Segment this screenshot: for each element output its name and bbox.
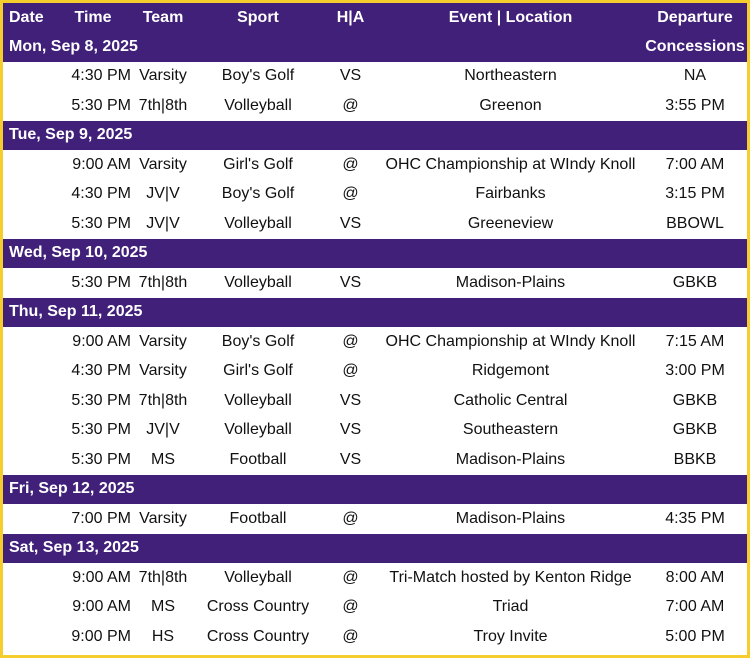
event-sport: Volleyball [224,96,292,114]
event-sport: Volleyball [224,273,292,291]
event-departure: 7:15 AM [665,332,725,350]
event-sport: Boy's Golf [221,332,295,350]
event-time: 4:30 PM [71,67,131,85]
event-date-cell [3,563,53,593]
event-home-away: @ [342,509,359,527]
event-home-away: @ [342,332,359,350]
event-time: 5:30 PM [71,450,131,468]
event-sport: Boy's Golf [221,185,295,203]
event-time: 9:00 PM [71,627,131,645]
event-sport: Football [229,509,287,527]
event-time: 9:00 AM [72,332,131,350]
event-departure: BBKB [673,450,717,468]
event-location: Catholic Central [453,391,568,409]
day-header-row [3,298,747,328]
event-row [3,62,747,92]
day-header-row [3,239,747,269]
event-location: Troy Invite [473,627,548,645]
day-header-row [3,32,747,62]
event-date-cell [3,62,53,92]
event-time: 4:30 PM [71,185,131,203]
day-concessions-label [643,475,747,505]
event-home-away: @ [342,362,359,380]
schedule-table [3,3,747,652]
event-departure: NA [683,67,707,85]
event-home-away: @ [342,598,359,616]
event-team: Varsity [139,155,187,173]
event-sport: Football [229,450,287,468]
event-departure: GBKB [672,421,718,439]
day-concessions-label: Concessions [643,32,747,62]
event-row [3,622,747,652]
event-row [3,209,747,239]
event-team: JV|V [146,185,180,203]
event-departure: 7:00 AM [665,155,725,173]
event-departure: 4:35 PM [665,509,725,527]
event-departure: GBKB [672,391,718,409]
event-home-away: @ [342,96,359,114]
event-team: HS [151,627,175,645]
event-time: 5:30 PM [71,214,131,232]
event-row [3,327,747,357]
header-event: Event | Location [378,3,643,32]
header-row [3,3,747,32]
event-sport: Boy's Golf [221,67,295,85]
event-home-away: @ [342,155,359,173]
event-home-away: VS [339,421,362,439]
event-team: MS [151,598,175,616]
event-team: 7th|8th [138,568,188,586]
event-home-away: VS [339,450,362,468]
event-date-cell [3,593,53,623]
event-team: Varsity [139,332,187,350]
schedule-body [3,32,747,652]
event-time: 5:30 PM [71,96,131,114]
header-team: Team [133,3,193,32]
event-date-cell [3,622,53,652]
event-sport: Cross Country [206,627,310,645]
event-row [3,445,747,475]
event-time: 7:00 PM [71,509,131,527]
day-label: Wed, Sep 10, 2025 [3,239,643,269]
event-location: OHC Championship at WIndy Knoll [385,332,636,350]
event-location: Triad [492,598,529,616]
day-header-row [3,475,747,505]
event-date-cell [3,416,53,446]
event-time: 4:30 PM [71,362,131,380]
header-sport: Sport [193,3,323,32]
event-home-away: @ [342,568,359,586]
event-departure: GBKB [672,273,718,291]
event-time: 9:00 AM [72,568,131,586]
event-location: Madison-Plains [455,509,566,527]
day-label: Thu, Sep 11, 2025 [3,298,643,328]
header-date: Date [3,3,53,32]
day-label: Tue, Sep 9, 2025 [3,121,643,151]
event-sport: Cross Country [206,598,310,616]
event-location: Greeneview [467,214,554,232]
event-departure: 3:15 PM [665,185,725,203]
event-date-cell [3,180,53,210]
event-time: 9:00 AM [72,155,131,173]
event-row [3,357,747,387]
event-home-away: VS [339,391,362,409]
event-location: Greenon [479,96,542,114]
event-time: 5:30 PM [71,391,131,409]
event-time: 5:30 PM [71,273,131,291]
event-sport: Volleyball [224,391,292,409]
day-label: Fri, Sep 12, 2025 [3,475,643,505]
event-location: Northeastern [464,67,557,85]
event-time: 5:30 PM [71,421,131,439]
event-team: JV|V [146,214,180,232]
header-departure: Departure [643,3,747,32]
schedule-header [3,3,747,32]
event-location: OHC Championship at WIndy Knoll [385,155,636,173]
event-team: 7th|8th [138,96,188,114]
event-location: Tri-Match hosted by Kenton Ridge [389,568,632,586]
event-row [3,386,747,416]
event-sport: Girl's Golf [223,155,293,173]
event-departure: 5:00 PM [665,627,725,645]
event-team: 7th|8th [138,391,188,409]
event-home-away: VS [339,273,362,291]
event-date-cell [3,150,53,180]
day-concessions-label [643,298,747,328]
event-team: Varsity [139,362,187,380]
event-row [3,150,747,180]
event-departure: 7:00 AM [665,598,725,616]
event-row [3,91,747,121]
event-team: Varsity [139,509,187,527]
event-time: 9:00 AM [72,598,131,616]
event-departure: 3:00 PM [665,362,725,380]
event-date-cell [3,386,53,416]
day-concessions-label [643,121,747,151]
event-date-cell [3,327,53,357]
event-departure: BBOWL [666,214,724,232]
event-sport: Volleyball [224,214,292,232]
event-location: Fairbanks [475,185,546,203]
header-ha: H|A [323,3,378,32]
event-date-cell [3,209,53,239]
event-sport: Volleyball [224,568,292,586]
event-home-away: VS [339,214,362,232]
event-sport: Volleyball [224,421,292,439]
event-departure: 8:00 AM [665,568,725,586]
event-row [3,593,747,623]
event-row [3,563,747,593]
event-sport: Girl's Golf [223,362,293,380]
event-date-cell [3,445,53,475]
header-time: Time [53,3,133,32]
event-row [3,180,747,210]
event-location: Madison-Plains [455,450,566,468]
event-departure: 3:55 PM [665,96,725,114]
day-header-row [3,121,747,151]
event-row [3,416,747,446]
day-label: Sat, Sep 13, 2025 [3,534,643,564]
event-team: MS [151,450,175,468]
event-date-cell [3,357,53,387]
event-location: Southeastern [462,421,559,439]
event-home-away: @ [342,627,359,645]
event-home-away: VS [339,67,362,85]
day-header-row [3,534,747,564]
event-location: Ridgemont [471,362,550,380]
event-team: Varsity [139,67,187,85]
event-row [3,504,747,534]
event-date-cell [3,91,53,121]
event-date-cell [3,268,53,298]
day-concessions-label [643,239,747,269]
event-home-away: @ [342,185,359,203]
event-location: Madison-Plains [455,273,566,291]
day-concessions-label [643,534,747,564]
day-label: Mon, Sep 8, 2025 [3,32,643,62]
event-date-cell [3,504,53,534]
event-team: 7th|8th [138,273,188,291]
event-team: JV|V [146,421,180,439]
event-row [3,268,747,298]
